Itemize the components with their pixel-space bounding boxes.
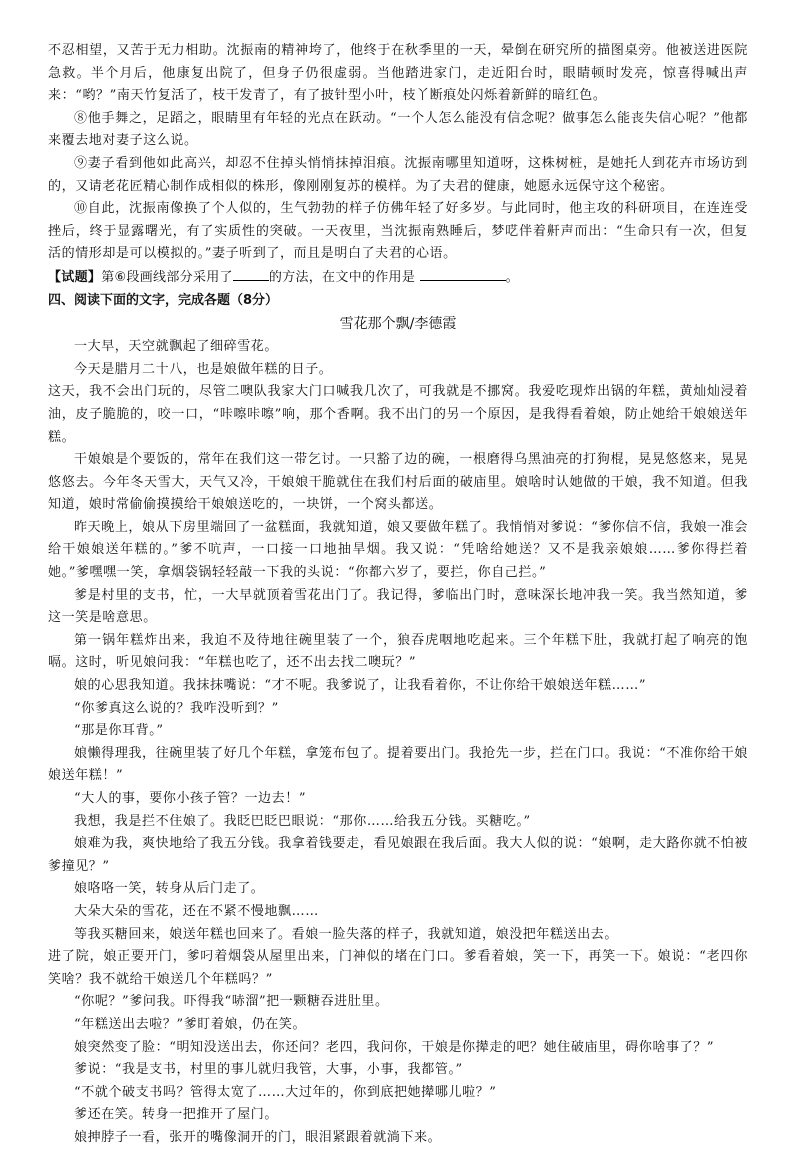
passage-paragraph: ⑩自此，沈振南像换了个人似的，生气勃勃的样子仿佛年轻了好多岁。与此同时，他主攻的科研项目，在连连受挫后，终于显露曙光，有了实质性的突破。一天夜里，当沈振南熟睡后，梦呓伴着鼾声而出：“生命只有一次，但复活的情形却是可以模拟的。”妻子听到了，而且是明白了夫君的心语。 xyxy=(48,201,748,262)
article-paragraph: 大朵大朵的雪花，还在不紧不慢地飘…… xyxy=(74,903,319,919)
article-paragraph: 娘懒得理我，往碗里装了好几个年糕，拿笼布包了。提着要出门。我抢先一步，拦在门口。我说：“不准你给干娘娘送年糕！” xyxy=(48,745,748,784)
article-paragraph: 今天是腊月二十八，也是娘做年糕的日子。 xyxy=(74,361,333,377)
passage-paragraph: ⑧他手舞之，足蹈之，眼睛里有年轻的光点在跃动。“一个人怎么能没有信念呢？做事怎么能丧失信心呢？”他都来覆去地对妻子这么说。 xyxy=(48,110,748,149)
article-paragraph: 爹是村里的支书，忙，一大早就顶着雪花出门了。我记得，爹临出门时，意味深长地冲我一笑。我当然知道，爹这一笑是啥意思。 xyxy=(48,587,748,626)
article-paragraph: 爹说：“我是支书，村里的事儿就归我管，大事，小事，我都管。” xyxy=(74,1062,463,1078)
article-paragraph: 娘抻脖子一看，张开的嘴像洞开的门，眼泪紧跟着就淌下来。 xyxy=(74,1129,442,1145)
answer-blank-1[interactable] xyxy=(233,266,269,281)
article-paragraph: 娘的心思我知道。我抹抹嘴说：“才不呢。我爹说了，让我看着你，不让你给干娘娘送年糕……” xyxy=(74,678,647,694)
article-paragraph: “不就个破支书吗？管得太宽了……大过年的，你到底把她撵哪儿啦？” xyxy=(74,1084,497,1100)
section-heading: 四、阅读下面的文字，完成各题（8分） xyxy=(48,292,279,308)
article-paragraph: 干娘娘是个要饭的，常年在我们这一带乞讨。一只豁了边的碗，一根磨得乌黑油亮的打狗棍，晃晃悠悠来，晃晃悠悠去。今年冬天雪大，天气又冷，干娘娘干脆就住在我们村后面的破庙里。娘啥时认她做的干娘，我不知道。但我知道，娘时常偷偷摸摸给干娘娘送吃的，一块饼，一个窝头都送。 xyxy=(48,452,748,513)
article-paragraph: “大人的事，要你小孩子管？一边去！” xyxy=(74,791,307,806)
article-paragraph: “年糕送出去啦？”爹盯着娘，仍在笑。 xyxy=(74,1016,307,1032)
article-paragraph: 一大早，天空就飘起了细碎雪花。 xyxy=(74,339,279,355)
question-text-before: 第⑥段画线部分采用了 xyxy=(101,269,233,285)
question-line xyxy=(48,266,748,290)
article-paragraph: 进了院，娘正要开门，爹叼着烟袋从屋里出来，门神似的堵在门口。爹看着娘，笑一下，再笑一下。娘说：“老四你笑啥？我不就给干娘送几个年糕吗？” xyxy=(48,949,748,987)
document-page xyxy=(48,40,748,1150)
article-paragraph: 我想，我是拦不住娘了。我眨巴眨巴眼说：“那你……给我五分钱。买糖吃。” xyxy=(74,813,531,829)
article-paragraph: “你呢？”爹问我。吓得我“哧溜”把一颗糖吞进肚里。 xyxy=(74,994,389,1010)
article-paragraph: 昨天晚上，娘从下房里端回了一盆糕面，我就知道，娘又要做年糕了。我悄悄对爹说：“爹你信不信，我娘一准会给干娘娘送年糕的。”爹不吭声，一口接一口地抽旱烟。我又说：“凭啥给她送？又不是我亲娘娘……爹你得拦着她。”爹嘿嘿一笑，拿烟袋锅轻轻敲一下我的头说：“你都六岁了，要拦，你自己拦。” xyxy=(48,519,748,581)
article-paragraph: “你爹真这么说的？我咋没听到？” xyxy=(74,700,279,716)
article-paragraph: 娘突然变了脸：“明知没送出去，你还问？老四，我问你，干娘是你撵走的吧？她住破庙里，碍你啥事了？” xyxy=(74,1039,715,1055)
question-text-after: 。 xyxy=(505,269,519,285)
article-paragraph: 娘难为我，爽快地给了我五分钱。我拿着钱要走，看见娘跟在我后面。我大人似的说：“娘啊，走大路你就不怕被爹撞见？” xyxy=(48,836,748,874)
article-paragraph: 第一锅年糕炸出来，我迫不及待地往碗里装了一个，狼吞虎咽地吃起来。三个年糕下肚，我就打起了响亮的饱嗝。这时，听见娘问我：“年糕也吃了，还不出去找二噢玩？” xyxy=(48,632,748,671)
passage-paragraph: ⑨妻子看到他如此高兴，却忍不住掉头悄悄抹掉泪痕。沈振南哪里知道呀，这株树桩，是她托人到花卉市场访到的，又请老花匠精心制作成相似的株形，像刚刚复苏的模样。为了夫君的健康，她愿永远保守这个秘密。 xyxy=(48,155,748,194)
article-paragraph: 等我买糖回来，娘送年糕也回来了。看娘一脸失落的样子，我就知道，娘没把年糕送出去。 xyxy=(74,926,619,942)
article-paragraph: 娘咯咯一笑，转身从后门走了。 xyxy=(74,881,265,897)
passage-paragraph: 不忍相望，又苦于无力相助。沈振南的精神垮了，他终于在秋季里的一天，晕倒在研究所的描图桌旁。他被送进医院急救。半个月后，他康复出院了，但身子仍很虚弱。当他踏进家门，走近阳台时，眼睛顿时发亮，惊喜得喊出声来：“哟？”南天竹复活了，枝干发青了，有了披针型小叶，枝丫断痕处闪烁着新鲜的暗红色。 xyxy=(48,43,748,104)
article-paragraph: 爹还在笑。转身一把推开了屋门。 xyxy=(74,1107,279,1123)
question-label: 【试题】 xyxy=(48,269,102,285)
question-text-middle: 的方法，在文中的作用是 xyxy=(268,269,416,285)
previous-passage xyxy=(48,40,748,266)
answer-blank-2[interactable] xyxy=(420,266,506,281)
article-title: 雪花那个飘/李德霞 xyxy=(339,316,457,333)
article-paragraph: “那是你耳背。” xyxy=(74,723,164,739)
article-paragraph: 这天，我不会出门玩的，尽管二噢队我家大门口喊我几次了，可我就是不挪窝。我爱吃现炸出锅的年糕，黄灿灿浸着油，皮子脆脆的，咬一口，“咔嚓咔嚓”响，那个香啊。我不出门的另一个原因，是我得看着娘，防止她给干娘娘送年糕。 xyxy=(48,384,748,445)
article-body xyxy=(48,336,748,1149)
